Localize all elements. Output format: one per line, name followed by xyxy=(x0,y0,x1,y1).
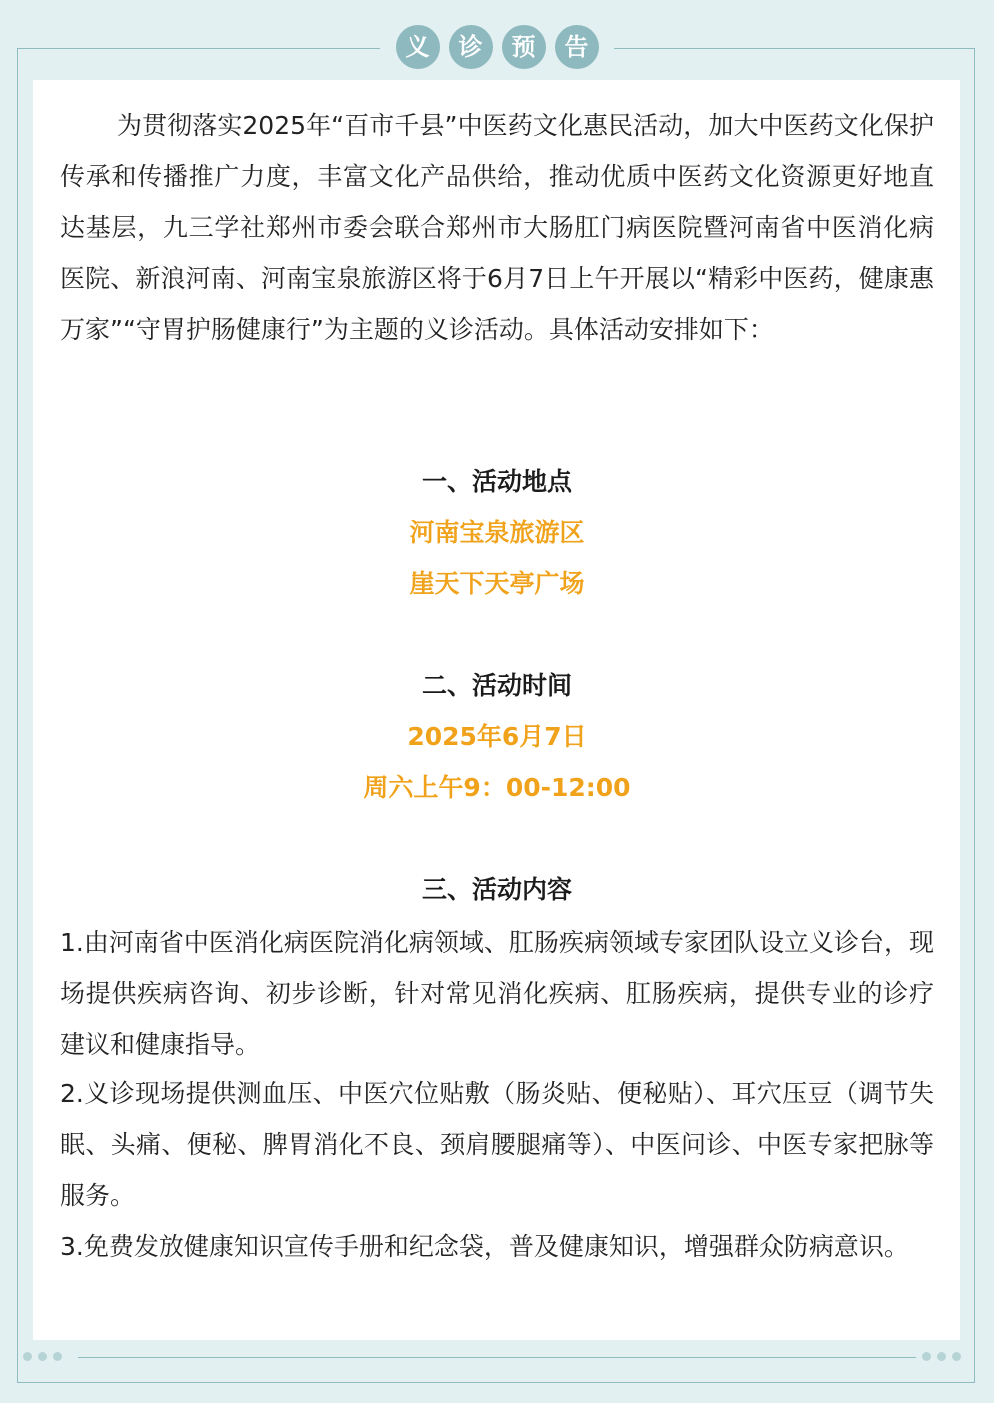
title-banner xyxy=(380,20,614,74)
title-char: 告 xyxy=(555,25,599,69)
content-item: 2.义诊现场提供测血压、中医穴位贴敷（肠炎贴、便秘贴）、耳穴压豆（调节失眠、头痛、便秘、脾胃消化不良、颈肩腰腿痛等）、中医问诊、中医专家把脉等服务。 xyxy=(60,1079,934,1210)
content-item: 3.免费发放健康知识宣传手册和纪念袋，普及健康知识，增强群众防病意识。 xyxy=(60,1232,909,1261)
section-heading-content: 三、活动内容 xyxy=(421,875,572,904)
location-line: 河南宝泉旅游区 xyxy=(409,518,585,547)
footer-dots-right xyxy=(922,1352,961,1361)
title-char: 诊 xyxy=(449,25,493,69)
intro-paragraph: 为贯彻落实2025年“百市千县”中医药文化惠民活动，加大中医药文化保护传承和传播推广力度，丰富文化产品供给，推动优质中医药文化资源更好地直达基层，九三学社郑州市委会联合郑州市大肠肛门病医院暨河南省中医消化病医院、新浪河南、河南宝泉旅游区将于6月7日上午开展以“精彩中医药，健康惠万家”“守胃护肠健康行”为主题的义诊活动。具体活动安排如下： xyxy=(60,111,934,344)
title-char: 义 xyxy=(396,25,440,69)
time-line: 周六上午9：00-12:00 xyxy=(363,773,631,802)
section-heading-location: 一、活动地点 xyxy=(421,467,572,496)
title-char: 预 xyxy=(502,25,546,69)
section-heading-time: 二、活动时间 xyxy=(421,671,572,700)
footer-divider xyxy=(78,1357,916,1358)
location-line: 崖天下天亭广场 xyxy=(409,569,585,598)
date-line: 2025年6月7日 xyxy=(407,722,587,751)
footer-dots-left xyxy=(23,1352,62,1361)
content-item: 1.由河南省中医消化病医院消化病领域、肛肠疾病领域专家团队设立义诊台，现场提供疾病咨询、初步诊断，针对常见消化疾病、肛肠疾病，提供专业的诊疗建议和健康指导。 xyxy=(60,928,934,1059)
